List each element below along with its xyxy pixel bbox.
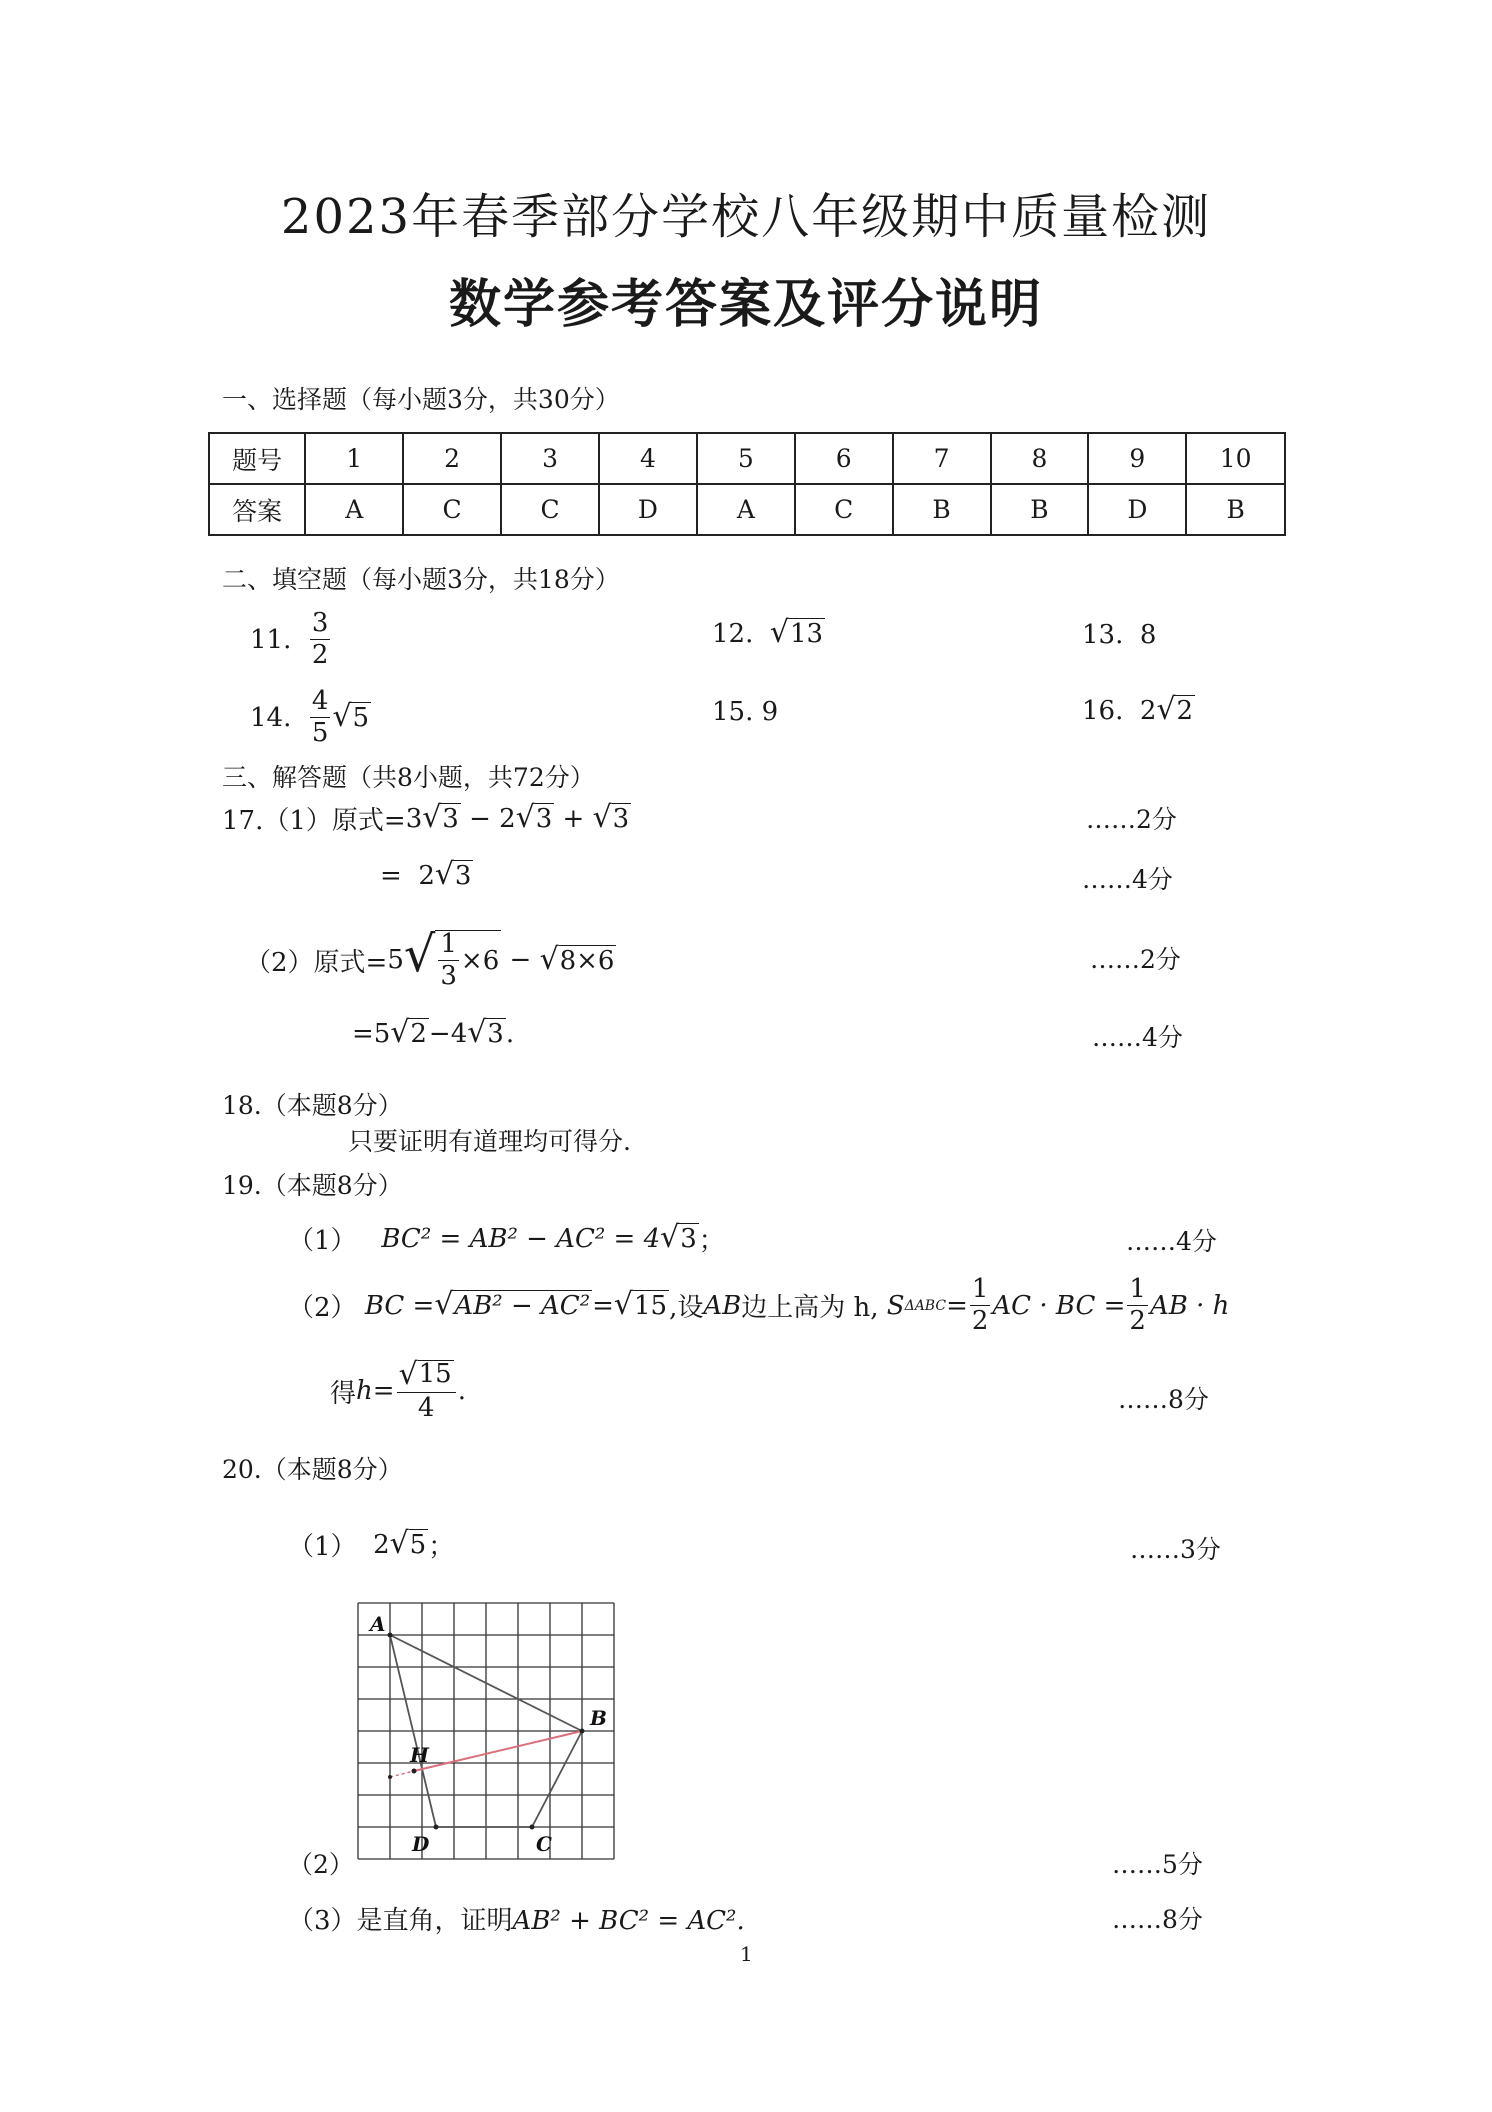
answer-11: 11. $\frac{3}{2}$ (250, 608, 329, 671)
table-cell: C (403, 484, 501, 535)
table-cell: 10 (1186, 433, 1285, 484)
table-cell: B (991, 484, 1089, 535)
table-cell: A (305, 484, 403, 535)
q18-label: 18.（本题8分） (222, 1091, 403, 1120)
table-cell: 3 (501, 433, 599, 484)
q17-score-1: ……2分 (1086, 805, 1177, 834)
label-d: D (412, 1832, 430, 1856)
answer-14: 14. $\frac{4}{5}$ √ 5 (250, 686, 370, 749)
table-cell: 5 (697, 433, 795, 484)
row-label-answer: 答案 (209, 484, 305, 535)
table-cell: B (893, 484, 991, 535)
label-c: C (536, 1832, 552, 1856)
q20-part3: （3）是直角，证明AB² + BC² = AC². (288, 1906, 745, 1936)
q20-part1: （1） 2 √ 5 ； (288, 1526, 455, 1562)
q17-score-3: ……2分 (1090, 945, 1181, 974)
table-cell: 6 (795, 433, 893, 484)
table-cell: C (795, 484, 893, 535)
point-b-marker (580, 1729, 585, 1734)
table-cell: C (501, 484, 599, 535)
page-subtitle: 数学参考答案及评分说明 (448, 274, 1043, 335)
label-h: H (410, 1743, 429, 1767)
section3-heading: 三、解答题（共8小题，共72分） (222, 763, 595, 792)
section1-heading: 一、选择题（每小题3分，共30分） (222, 385, 620, 414)
q19-score-3: ……8分 (1118, 1385, 1209, 1414)
answer-table (208, 432, 1286, 536)
table-cell: 1 (305, 433, 403, 484)
row-label-number: 题号 (209, 433, 305, 484)
q20-score-1: ……3分 (1130, 1535, 1221, 1564)
table-cell: 8 (991, 433, 1089, 484)
point-h-marker (412, 1769, 417, 1774)
table-cell: 2 (403, 433, 501, 484)
q20-score-2: ……5分 (1112, 1850, 1203, 1879)
table-cell: B (1186, 484, 1285, 535)
q18-text: 只要证明有道理均可得分. (348, 1127, 631, 1156)
grid-figure (350, 1595, 620, 1865)
grid-lines (358, 1603, 614, 1859)
q17-line3: （2）原式= 5 √ $\frac{1}{3}$ ×6 − √ 8×6 (245, 925, 615, 992)
q17-score-2: ……4分 (1082, 865, 1173, 894)
q20-score-3: ……8分 (1112, 1905, 1203, 1934)
table-cell: 7 (893, 433, 991, 484)
point-c-marker (530, 1825, 535, 1830)
label-b: B (590, 1706, 607, 1730)
table-cell: 4 (599, 433, 697, 484)
q17-line4: =5 √ 2 −4 √ 3 . (352, 1015, 515, 1050)
table-cell: D (599, 484, 697, 535)
extension-line (390, 1771, 414, 1777)
table-cell: 9 (1088, 433, 1186, 484)
foot-marker (388, 1775, 392, 1779)
q17-line1: 17.（1）原式= 3 √ 3 − 2 √ 3 + √ 3 (222, 800, 630, 836)
point-a-marker (388, 1633, 393, 1638)
q19-part2: （2） BC = √ AB² − AC² = √ 15 ,设 AB 边上高为 h, S ΔABC = $\frac{1}{2}$ AC · BC = $\frac{1}{2}$ AB · h (288, 1274, 1230, 1337)
table-row (209, 484, 1285, 535)
answer-16: 16. 2 √ 2 (1082, 692, 1194, 727)
altitude-bh (414, 1731, 582, 1771)
answer-13: 13. 8 (1082, 620, 1157, 650)
page-number: 1 (740, 1942, 753, 1966)
answer-12: 12. √ 13 (712, 615, 824, 650)
q19-part3: 得 h = √ 15 4 . (330, 1357, 466, 1424)
answer-15: 15. 9 (712, 697, 779, 727)
q19-label: 19.（本题8分） (222, 1171, 403, 1200)
q17-line2: = 2 √ 3 (380, 857, 472, 892)
table-cell: A (697, 484, 795, 535)
table-row (209, 433, 1285, 484)
q20-label: 20.（本题8分） (222, 1455, 403, 1484)
section2-heading: 二、填空题（每小题3分，共18分） (222, 565, 620, 594)
q17-score-4: ……4分 (1092, 1023, 1183, 1052)
page-title: 2023年春季部分学校八年级期中质量检测 (280, 189, 1212, 245)
point-d-marker (434, 1825, 439, 1830)
label-a: A (370, 1612, 386, 1636)
q20-part2-label: （2） (288, 1850, 354, 1879)
q19-score-1: ……4分 (1126, 1227, 1217, 1256)
table-cell: D (1088, 484, 1186, 535)
q19-part1: （1） BC² = AB² − AC² = 4 √ 3 ； (288, 1220, 725, 1256)
